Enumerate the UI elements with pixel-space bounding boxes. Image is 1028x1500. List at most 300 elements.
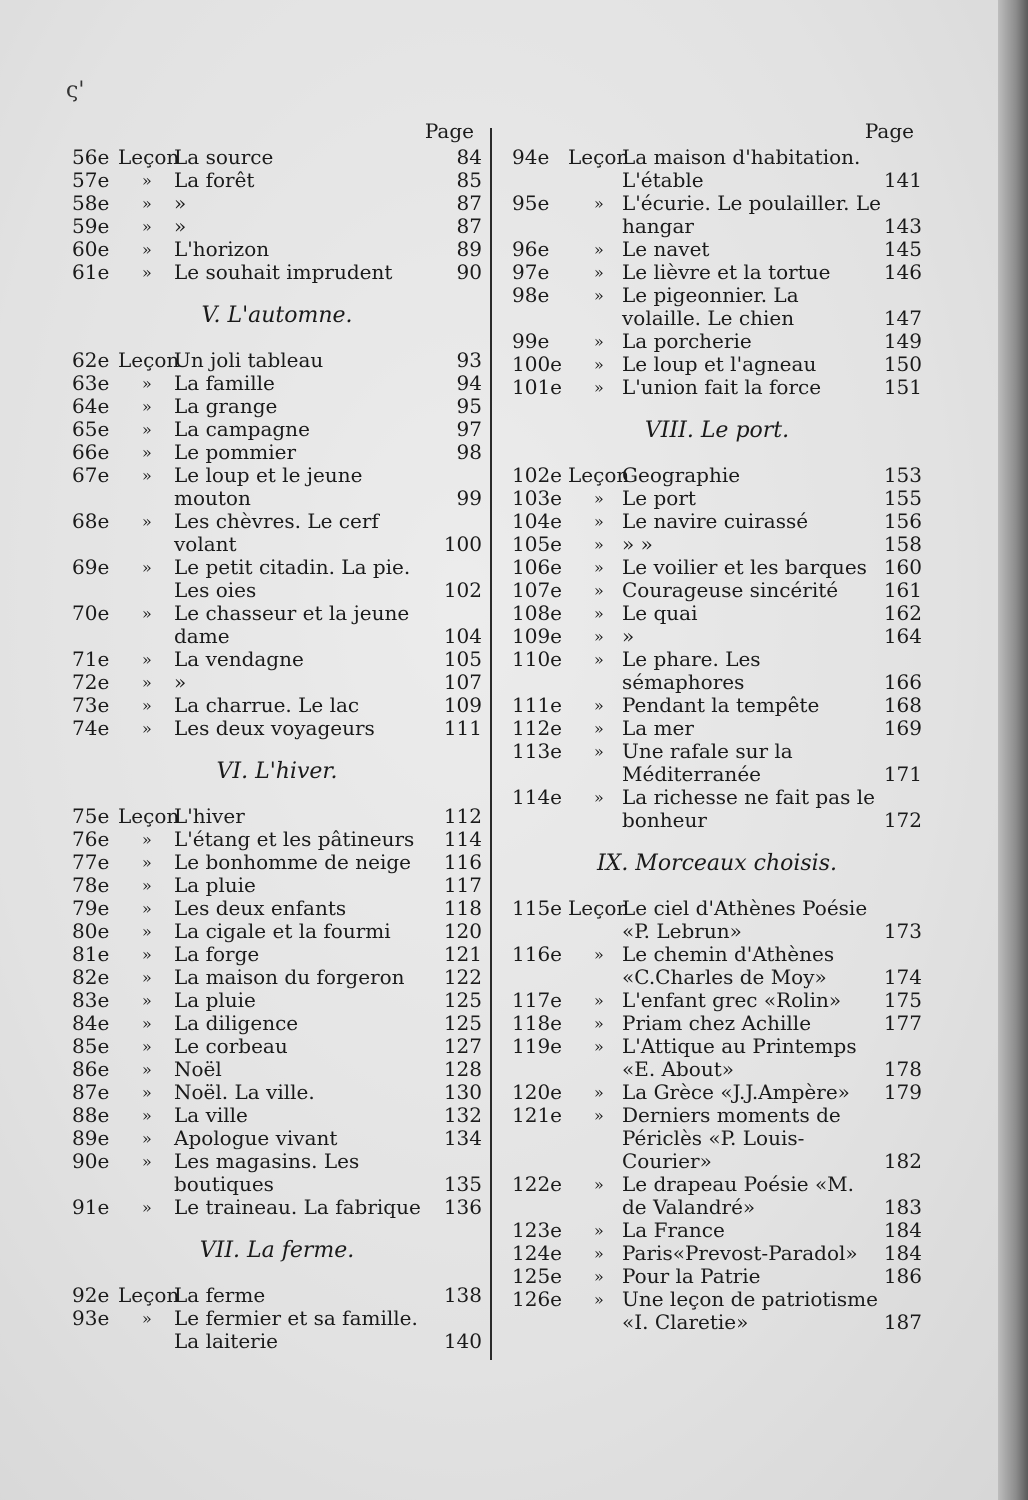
ditto-mark: »	[594, 1267, 604, 1286]
ditto-mark: »	[594, 332, 604, 351]
toc-entry	[72, 510, 482, 556]
lesson-title: » »	[622, 532, 653, 556]
page-number: 136	[443, 1195, 482, 1219]
page-number: 164	[883, 624, 922, 648]
lesson-number: 83e	[72, 988, 110, 1012]
page-number: 122	[443, 965, 482, 989]
lesson-number: 74e	[72, 716, 110, 740]
lesson-number: 80e	[72, 919, 110, 943]
lesson-number: 69e	[72, 555, 110, 579]
lesson-title: Le port	[622, 486, 696, 510]
lesson-number: 68e	[72, 509, 110, 533]
lesson-number: 75e	[72, 804, 110, 828]
lesson-number: 57e	[72, 168, 110, 192]
column-divider	[490, 128, 492, 1360]
toc-entry	[72, 441, 482, 464]
page-number: 112	[443, 804, 482, 828]
toc-entry	[72, 372, 482, 395]
lecon-label: Leçon	[568, 896, 630, 920]
toc-entry	[512, 353, 922, 376]
page-number: 140	[443, 1329, 482, 1353]
ditto-mark: »	[142, 397, 152, 416]
toc-left-column	[72, 120, 482, 1353]
page-number: 97	[456, 417, 482, 441]
lesson-title: L'étang et les pâtineurs	[174, 827, 415, 851]
ditto-mark: »	[142, 512, 152, 531]
toc-entry	[72, 851, 482, 874]
lesson-number: 111e	[512, 693, 563, 717]
page-number: 95	[456, 394, 482, 418]
page-number: 135	[443, 1172, 482, 1196]
ditto-mark: »	[594, 1083, 604, 1102]
ditto-mark: »	[142, 443, 152, 462]
lesson-number: 108e	[512, 601, 563, 625]
lesson-number: 85e	[72, 1034, 110, 1058]
lesson-number: 66e	[72, 440, 110, 464]
ditto-mark: »	[594, 489, 604, 508]
lesson-number: 73e	[72, 693, 110, 717]
toc-entry	[512, 1104, 922, 1173]
lesson-number: 93e	[72, 1306, 110, 1330]
lesson-title: La forge	[174, 942, 260, 966]
lesson-title: Le navire cuirassé	[622, 509, 809, 533]
toc-entry	[72, 169, 482, 192]
page-number: 120	[443, 919, 482, 943]
page-number: 125	[443, 988, 482, 1012]
lesson-number: 81e	[72, 942, 110, 966]
lesson-title: La grange	[174, 394, 278, 418]
lesson-title: Le petit citadin. La pie. Les oies	[174, 555, 411, 602]
lesson-number: 76e	[72, 827, 110, 851]
lesson-number: 101e	[512, 375, 563, 399]
lesson-title: La charrue. Le lac	[174, 693, 360, 717]
lesson-title: La porcherie	[622, 329, 752, 353]
toc-entry	[72, 602, 482, 648]
lesson-number: 116e	[512, 942, 563, 966]
ditto-mark: »	[594, 945, 604, 964]
toc-entry	[512, 376, 922, 399]
page-number: 179	[883, 1080, 922, 1104]
lesson-number: 70e	[72, 601, 110, 625]
lesson-title: Priam chez Achille	[622, 1011, 812, 1035]
page-number: 125	[443, 1011, 482, 1035]
ditto-mark: »	[594, 1244, 604, 1263]
lesson-number: 87e	[72, 1080, 110, 1104]
lesson-title: Courageuse sincérité	[622, 578, 839, 602]
lesson-number: 109e	[512, 624, 563, 648]
toc-entry	[72, 238, 482, 261]
lesson-number: 120e	[512, 1080, 563, 1104]
lesson-number: 105e	[512, 532, 563, 556]
ditto-mark: »	[142, 899, 152, 918]
toc-entry	[512, 989, 922, 1012]
lesson-title: »	[174, 191, 187, 215]
page-number: 94	[456, 371, 482, 395]
lesson-title: Les magasins. Les boutiques	[174, 1149, 360, 1196]
page-number: 161	[883, 578, 922, 602]
ditto-mark: »	[142, 945, 152, 964]
lesson-title: Le pigeonnier. La volaille. Le chien	[622, 283, 799, 330]
lesson-title: L'union fait la force	[622, 375, 822, 399]
lesson-number: 99e	[512, 329, 550, 353]
lesson-number: 95e	[512, 191, 550, 215]
ditto-mark: »	[142, 263, 152, 282]
lesson-number: 102e	[512, 463, 563, 487]
page-number: 166	[883, 670, 922, 694]
lesson-title: Les chèvres. Le cerf volant	[174, 509, 379, 556]
lesson-number: 121e	[512, 1103, 563, 1127]
lesson-title: Le chasseur et la jeune dame	[174, 601, 410, 648]
ditto-mark: »	[594, 1221, 604, 1240]
lesson-title: La cigale et la fourmi	[174, 919, 391, 943]
ditto-mark: »	[594, 604, 604, 623]
section-heading: VIII. Le port.	[644, 418, 790, 443]
lesson-title: La ville	[174, 1103, 248, 1127]
page-number: 128	[443, 1057, 482, 1081]
lecon-label: Leçon	[118, 804, 180, 828]
section-heading: VI. L'hiver.	[216, 759, 338, 784]
page-number: 107	[443, 670, 482, 694]
ditto-mark: »	[142, 194, 152, 213]
lesson-number: 97e	[512, 260, 550, 284]
page-number: 173	[883, 919, 922, 943]
lesson-title: Le souhait imprudent	[174, 260, 393, 284]
ditto-mark: »	[594, 558, 604, 577]
page-number: 169	[883, 716, 922, 740]
lesson-title: Le voilier et les barques	[622, 555, 867, 579]
page-number: 90	[456, 260, 482, 284]
toc-entry	[512, 897, 922, 943]
ditto-mark: »	[142, 922, 152, 941]
ditto-mark: »	[594, 650, 604, 669]
toc-entry	[512, 261, 922, 284]
page-number: 182	[883, 1149, 922, 1173]
page-number: 150	[883, 352, 922, 376]
page-number: 155	[883, 486, 922, 510]
ditto-mark: »	[142, 374, 152, 393]
page-column-header: Page	[864, 119, 914, 143]
ditto-mark: »	[142, 420, 152, 439]
page-number: 87	[456, 214, 482, 238]
page-number: 186	[883, 1264, 922, 1288]
lesson-number: 117e	[512, 988, 563, 1012]
page-number: 138	[443, 1283, 482, 1307]
lesson-title: L'Attique au Printemps «E. About»	[622, 1034, 857, 1081]
lesson-title: Le ciel d'Athènes Poésie «P. Lebrun»	[622, 896, 868, 943]
ditto-mark: »	[594, 535, 604, 554]
ditto-mark: »	[142, 1309, 152, 1328]
lesson-title: Le quai	[622, 601, 698, 625]
lesson-title: Le navet	[622, 237, 710, 261]
toc-entry	[512, 1035, 922, 1081]
lesson-title: La campagne	[174, 417, 310, 441]
toc-entry	[72, 556, 482, 602]
lesson-title: »	[174, 214, 187, 238]
lesson-title: Apologue vivant	[174, 1126, 338, 1150]
ditto-mark: »	[142, 650, 152, 669]
lesson-number: 98e	[512, 283, 550, 307]
ditto-mark: »	[142, 240, 152, 259]
lesson-number: 114e	[512, 785, 563, 809]
lesson-title: Le fermier et sa famille. La laiterie	[174, 1306, 418, 1353]
page-number: 171	[883, 762, 922, 786]
lesson-title: Pour la Patrie	[622, 1264, 761, 1288]
lesson-number: 122e	[512, 1172, 563, 1196]
page-number: 174	[883, 965, 922, 989]
lesson-title: Le loup et le jeune mouton	[174, 463, 363, 510]
toc-entry	[512, 602, 922, 625]
page-number: 147	[883, 306, 922, 330]
lesson-number: 62e	[72, 348, 110, 372]
page-number: 87	[456, 191, 482, 215]
lesson-number: 63e	[72, 371, 110, 395]
lesson-title: Noël	[174, 1057, 222, 1081]
toc-entry	[512, 786, 922, 832]
ditto-mark: »	[142, 830, 152, 849]
page-signature-mark: ς'	[66, 78, 85, 103]
page-number: 184	[883, 1241, 922, 1265]
toc-right-column	[512, 120, 922, 1334]
lesson-number: 60e	[72, 237, 110, 261]
toc-entry	[72, 717, 482, 740]
toc-entry	[72, 966, 482, 989]
lesson-number: 90e	[72, 1149, 110, 1173]
ditto-mark: »	[594, 240, 604, 259]
lesson-number: 72e	[72, 670, 110, 694]
page-number: 146	[883, 260, 922, 284]
toc-entry	[72, 261, 482, 284]
lesson-title: L'hiver	[174, 804, 245, 828]
ditto-mark: »	[594, 696, 604, 715]
toc-entry	[512, 1081, 922, 1104]
toc-entry	[512, 487, 922, 510]
toc-entry	[72, 1284, 482, 1307]
lesson-title: La mer	[622, 716, 694, 740]
page-number: 114	[443, 827, 482, 851]
toc-entry	[72, 828, 482, 851]
page-number: 98	[456, 440, 482, 464]
page-number: 156	[883, 509, 922, 533]
lesson-number: 71e	[72, 647, 110, 671]
page-number: 145	[883, 237, 922, 261]
lesson-number: 115e	[512, 896, 563, 920]
book-spine-edge	[998, 0, 1028, 1500]
lesson-title: Le chemin d'Athènes «C.Charles de Moy»	[622, 942, 835, 989]
ditto-mark: »	[142, 1198, 152, 1217]
lesson-number: 78e	[72, 873, 110, 897]
toc-entry	[512, 238, 922, 261]
lesson-title: Le drapeau Poésie «M. de Valandré»	[622, 1172, 855, 1219]
ditto-mark: »	[594, 991, 604, 1010]
lesson-title: Paris«Prevost-Paradol»	[622, 1241, 858, 1265]
lesson-number: 92e	[72, 1283, 110, 1307]
page-number: 151	[883, 375, 922, 399]
page-number: 153	[883, 463, 922, 487]
ditto-mark: »	[142, 558, 152, 577]
page-number: 100	[443, 532, 482, 556]
ditto-mark: »	[142, 1083, 152, 1102]
lesson-title: L'enfant grec «Rolin»	[622, 988, 842, 1012]
page-number: 127	[443, 1034, 482, 1058]
lesson-number: 104e	[512, 509, 563, 533]
page-number: 132	[443, 1103, 482, 1127]
page-number: 117	[443, 873, 482, 897]
toc-entry	[72, 648, 482, 671]
ditto-mark: »	[594, 581, 604, 600]
toc-entry	[512, 330, 922, 353]
ditto-mark: »	[142, 1060, 152, 1079]
toc-entry	[72, 1081, 482, 1104]
lesson-number: 61e	[72, 260, 110, 284]
toc-entry	[72, 1307, 482, 1353]
lesson-number: 58e	[72, 191, 110, 215]
ditto-mark: »	[142, 1037, 152, 1056]
lesson-number: 113e	[512, 739, 563, 763]
ditto-mark: »	[142, 1152, 152, 1171]
section-heading: VII. La ferme.	[199, 1238, 355, 1263]
lesson-title: Geographie	[622, 463, 741, 487]
toc-entry	[72, 418, 482, 441]
page-number: 102	[443, 578, 482, 602]
ditto-mark: »	[142, 1129, 152, 1148]
toc-entry	[512, 1173, 922, 1219]
lesson-number: 64e	[72, 394, 110, 418]
lesson-title: Une leçon de patriotisme «I. Claretie»	[622, 1287, 878, 1334]
ditto-mark: »	[594, 1037, 604, 1056]
lesson-number: 94e	[512, 145, 550, 169]
ditto-mark: »	[142, 1014, 152, 1033]
page-number: 172	[883, 808, 922, 832]
lesson-title: Les deux enfants	[174, 896, 347, 920]
ditto-mark: »	[142, 876, 152, 895]
page-column-header: Page	[424, 119, 474, 143]
lesson-number: 124e	[512, 1241, 563, 1265]
ditto-mark: »	[594, 719, 604, 738]
toc-entries-left	[72, 146, 482, 1353]
lesson-number: 107e	[512, 578, 563, 602]
lesson-number: 123e	[512, 1218, 563, 1242]
lesson-title: La maison d'habitation. L'étable	[622, 145, 861, 192]
ditto-mark: »	[142, 968, 152, 987]
toc-entry	[512, 1219, 922, 1242]
page-number: 104	[443, 624, 482, 648]
toc-entry	[72, 671, 482, 694]
lesson-title: La maison du forgeron	[174, 965, 405, 989]
page-number: 85	[456, 168, 482, 192]
toc-entry	[72, 920, 482, 943]
page-number: 143	[883, 214, 922, 238]
lesson-number: 86e	[72, 1057, 110, 1081]
toc-entry	[512, 1265, 922, 1288]
lesson-title: La France	[622, 1218, 725, 1242]
lesson-number: 125e	[512, 1264, 563, 1288]
toc-entry	[72, 1012, 482, 1035]
toc-entry	[512, 579, 922, 602]
page-number: 177	[883, 1011, 922, 1035]
toc-entry	[72, 192, 482, 215]
toc-entry	[72, 897, 482, 920]
page-number: 141	[883, 168, 922, 192]
toc-entry	[72, 874, 482, 897]
ditto-mark: »	[594, 742, 604, 761]
toc-entry	[512, 192, 922, 238]
lesson-title: La source	[174, 145, 274, 169]
lesson-number: 84e	[72, 1011, 110, 1035]
toc-entry	[512, 464, 922, 487]
lesson-title: Le bonhomme de neige	[174, 850, 411, 874]
lesson-title: Une rafale sur la Méditerranée	[622, 739, 793, 786]
lesson-number: 79e	[72, 896, 110, 920]
page-number: 89	[456, 237, 482, 261]
page-number: 149	[883, 329, 922, 353]
lecon-label: Leçon	[118, 1283, 180, 1307]
lesson-number: 119e	[512, 1034, 563, 1058]
lesson-title: Les deux voyageurs	[174, 716, 375, 740]
ditto-mark: »	[142, 719, 152, 738]
page-number: 184	[883, 1218, 922, 1242]
toc-entry	[512, 1242, 922, 1265]
lesson-title: La forêt	[174, 168, 255, 192]
toc-entry	[72, 694, 482, 717]
lesson-title: La richesse ne fait pas le bonheur	[622, 785, 875, 832]
section-heading: IX. Morceaux choisis.	[596, 851, 838, 876]
lesson-number: 112e	[512, 716, 563, 740]
lesson-number: 77e	[72, 850, 110, 874]
ditto-mark: »	[594, 788, 604, 807]
toc-entry	[512, 556, 922, 579]
lesson-number: 89e	[72, 1126, 110, 1150]
lesson-title: La pluie	[174, 988, 256, 1012]
lesson-number: 110e	[512, 647, 563, 671]
lesson-number: 59e	[72, 214, 110, 238]
ditto-mark: »	[594, 627, 604, 646]
lesson-number: 100e	[512, 352, 563, 376]
page-number: 162	[883, 601, 922, 625]
toc-entry	[72, 805, 482, 828]
ditto-mark: »	[594, 1290, 604, 1309]
page-number: 84	[456, 145, 482, 169]
ditto-mark: »	[594, 1014, 604, 1033]
lesson-title: Le corbeau	[174, 1034, 288, 1058]
lesson-title: L'horizon	[174, 237, 270, 261]
lesson-title: Le loup et l'agneau	[622, 352, 817, 376]
page-number: 168	[883, 693, 922, 717]
toc-entry	[72, 989, 482, 1012]
ditto-mark: »	[142, 696, 152, 715]
ditto-mark: »	[142, 853, 152, 872]
toc-entry	[512, 694, 922, 717]
toc-entry	[512, 284, 922, 330]
ditto-mark: »	[594, 286, 604, 305]
toc-entry	[72, 943, 482, 966]
lesson-title: Le traineau. La fabrique	[174, 1195, 421, 1219]
lesson-number: 118e	[512, 1011, 563, 1035]
toc-entry	[72, 1058, 482, 1081]
lecon-label: Leçon	[568, 463, 630, 487]
ditto-mark: »	[594, 263, 604, 282]
lesson-title: La pluie	[174, 873, 256, 897]
lesson-number: 82e	[72, 965, 110, 989]
ditto-mark: »	[142, 673, 152, 692]
lesson-title: Pendant la tempête	[622, 693, 820, 717]
page-number: 183	[883, 1195, 922, 1219]
lesson-number: 106e	[512, 555, 563, 579]
ditto-mark: »	[142, 171, 152, 190]
toc-entry	[72, 1127, 482, 1150]
page-number: 121	[443, 942, 482, 966]
toc-entry	[512, 943, 922, 989]
lesson-number: 56e	[72, 145, 110, 169]
